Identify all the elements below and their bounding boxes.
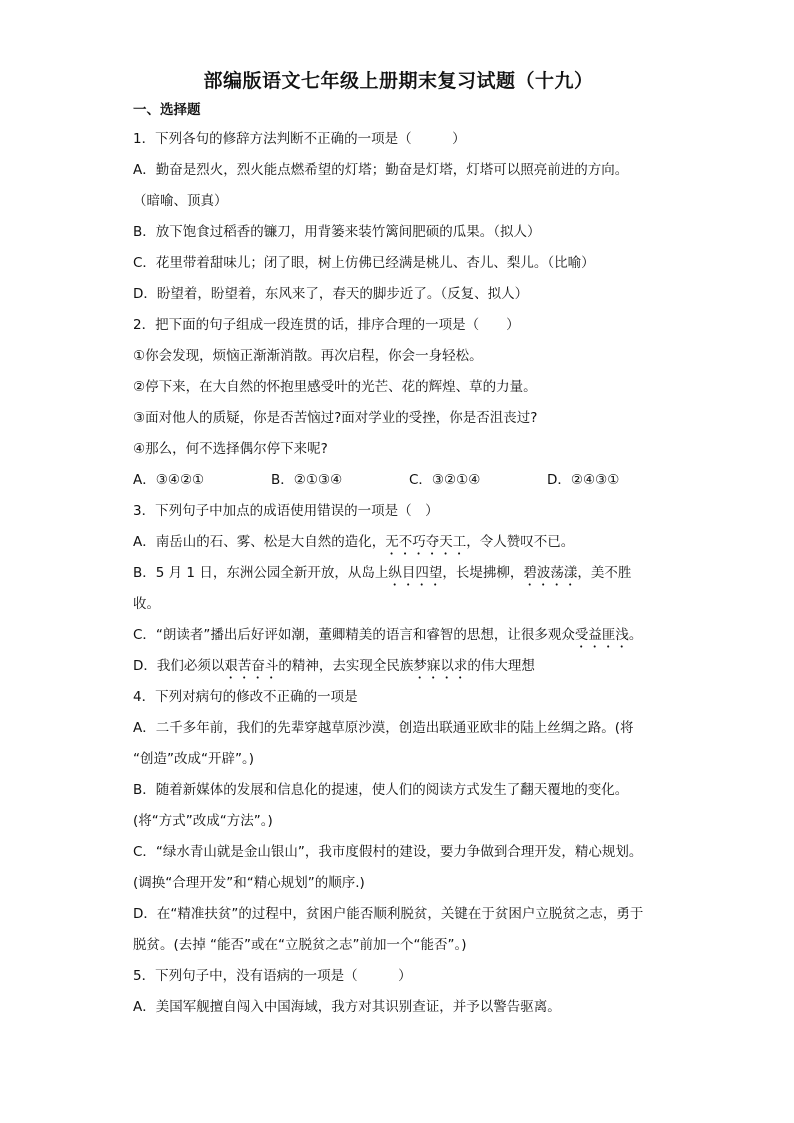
text-run: 的伟大理想 xyxy=(467,658,535,674)
question-4-option-a: A．二千多年前，我们的先辈穿越草原沙漠，创造出联通亚欧非的陆上丝绸之路。(将 xyxy=(133,720,634,736)
dotted-idiom: 艰苦奋斗 xyxy=(224,658,279,674)
question-4-option-d-cont: 脱贫。(去掉 “能否”或在“立脱贫之志”前加一个“能否”。) xyxy=(133,937,467,953)
text-run: 。 xyxy=(628,627,643,643)
text-run: ，令人赞叹不已。 xyxy=(466,534,575,550)
question-1-option-b: B．放下饱食过稻香的镰刀，用背篓来装竹篱间肥硕的瓜果。（拟人） xyxy=(133,224,541,240)
question-2-option-d: D．②④③① xyxy=(547,472,620,488)
question-3-option-b-cont: 收。 xyxy=(133,596,160,612)
page-title: 部编版语文七年级上册期末复习试题（十九） xyxy=(203,70,594,92)
question-2-option-b: B．②①③④ xyxy=(271,472,343,488)
question-2-sentence-3: ③面对他人的质疑，你是否苦恼过?面对学业的受挫，你是否沮丧过? xyxy=(133,410,538,426)
question-2-options xyxy=(133,465,664,496)
text-run: A．南岳山的石、雾、松是大自然的造化， xyxy=(133,534,386,550)
question-2-option-c: C．③②①④ xyxy=(409,472,481,488)
question-3-option-d xyxy=(133,651,664,682)
question-1-option-a-note: （暗喻、顶真） xyxy=(133,193,228,209)
question-2-option-a: A．③④②① xyxy=(133,472,205,488)
question-4-stem: 4．下列对病句的修改不正确的一项是 xyxy=(133,689,358,705)
section-heading: 一、选择题 xyxy=(133,102,201,118)
question-5-option-a: A．美国军舰擅自闯入中国海域，我方对其识别查证，并予以警告驱离。 xyxy=(133,999,561,1015)
question-4-option-c-cont: (调换“合理开发”和“精心规划”的顺序.) xyxy=(133,875,365,891)
text-run: ，长堤拂柳， xyxy=(442,565,524,581)
question-1-option-a: A．勤奋是烈火，烈火能点燃希望的灯塔；勤奋是灯塔，灯塔可以照亮前进的方向。 xyxy=(133,162,629,178)
question-2-stem: 2．把下面的句子组成一段连贯的话，排序合理的一项是（ ） xyxy=(133,317,520,333)
text-run: B．5 月 1 日，东洲公园全新开放，从岛上 xyxy=(133,565,389,581)
text-run: C．“朗读者”播出后好评如潮，董卿精美的语言和睿智的思想，让很多观众 xyxy=(133,627,575,643)
question-5-stem: 5．下列句子中，没有语病的一项是（ ） xyxy=(133,968,412,984)
question-4-option-b-cont: (将“方式”改成“方法”。) xyxy=(133,813,273,829)
dotted-idiom: 碧波荡漾 xyxy=(523,565,578,581)
text-run: ，美不胜 xyxy=(577,565,632,581)
dotted-idiom: 纵目四望 xyxy=(388,565,443,581)
question-2-sentence-1: ①你会发现，烦恼正渐渐消散。再次启程，你会一身轻松。 xyxy=(133,348,483,364)
dotted-idiom: 梦寐以求 xyxy=(413,658,468,674)
text-run: D．我们必须以 xyxy=(133,658,225,674)
dotted-idiom: 受益匪浅 xyxy=(574,627,629,643)
question-4-option-c: C．“绿水青山就是金山银山”，我市度假村的建设，要力争做到合理开发，精心规划。 xyxy=(133,844,643,860)
question-3-stem: 3．下列句子中加点的成语使用错误的一项是（ ） xyxy=(133,503,439,519)
question-3-option-a xyxy=(133,527,664,558)
question-2-sentence-4: ④那么，何不选择偶尔停下来呢? xyxy=(133,441,328,457)
question-3-option-c xyxy=(133,620,664,651)
question-4-option-a-cont: “创造”改成“开辟”。) xyxy=(133,751,254,767)
text-run: 的精神，去实现全民族 xyxy=(278,658,414,674)
question-1-stem: 1．下列各句的修辞方法判断不正确的一项是（ ） xyxy=(133,131,466,147)
question-1-option-c: C．花里带着甜味儿；闭了眼，树上仿佛已经满是桃儿、杏儿、梨儿。（比喻） xyxy=(133,255,595,271)
question-2-sentence-2: ②停下来，在大自然的怀抱里感受叶的光芒、花的辉煌、草的力量。 xyxy=(133,379,537,395)
question-1-option-d: D．盼望着，盼望着，东风来了，春天的脚步近了。（反复、拟人） xyxy=(133,286,529,302)
question-3-option-b xyxy=(133,558,664,589)
dotted-idiom: 无不巧夺天工 xyxy=(385,534,467,550)
question-4-option-d: D．在“精准扶贫”的过程中，贫困户能否顺利脱贫，关键在于贫困户立脱贫之志，勇于 xyxy=(133,906,644,922)
question-4-option-b: B．随着新媒体的发展和信息化的提速，使人们的阅读方式发生了翻天覆地的变化。 xyxy=(133,782,629,798)
